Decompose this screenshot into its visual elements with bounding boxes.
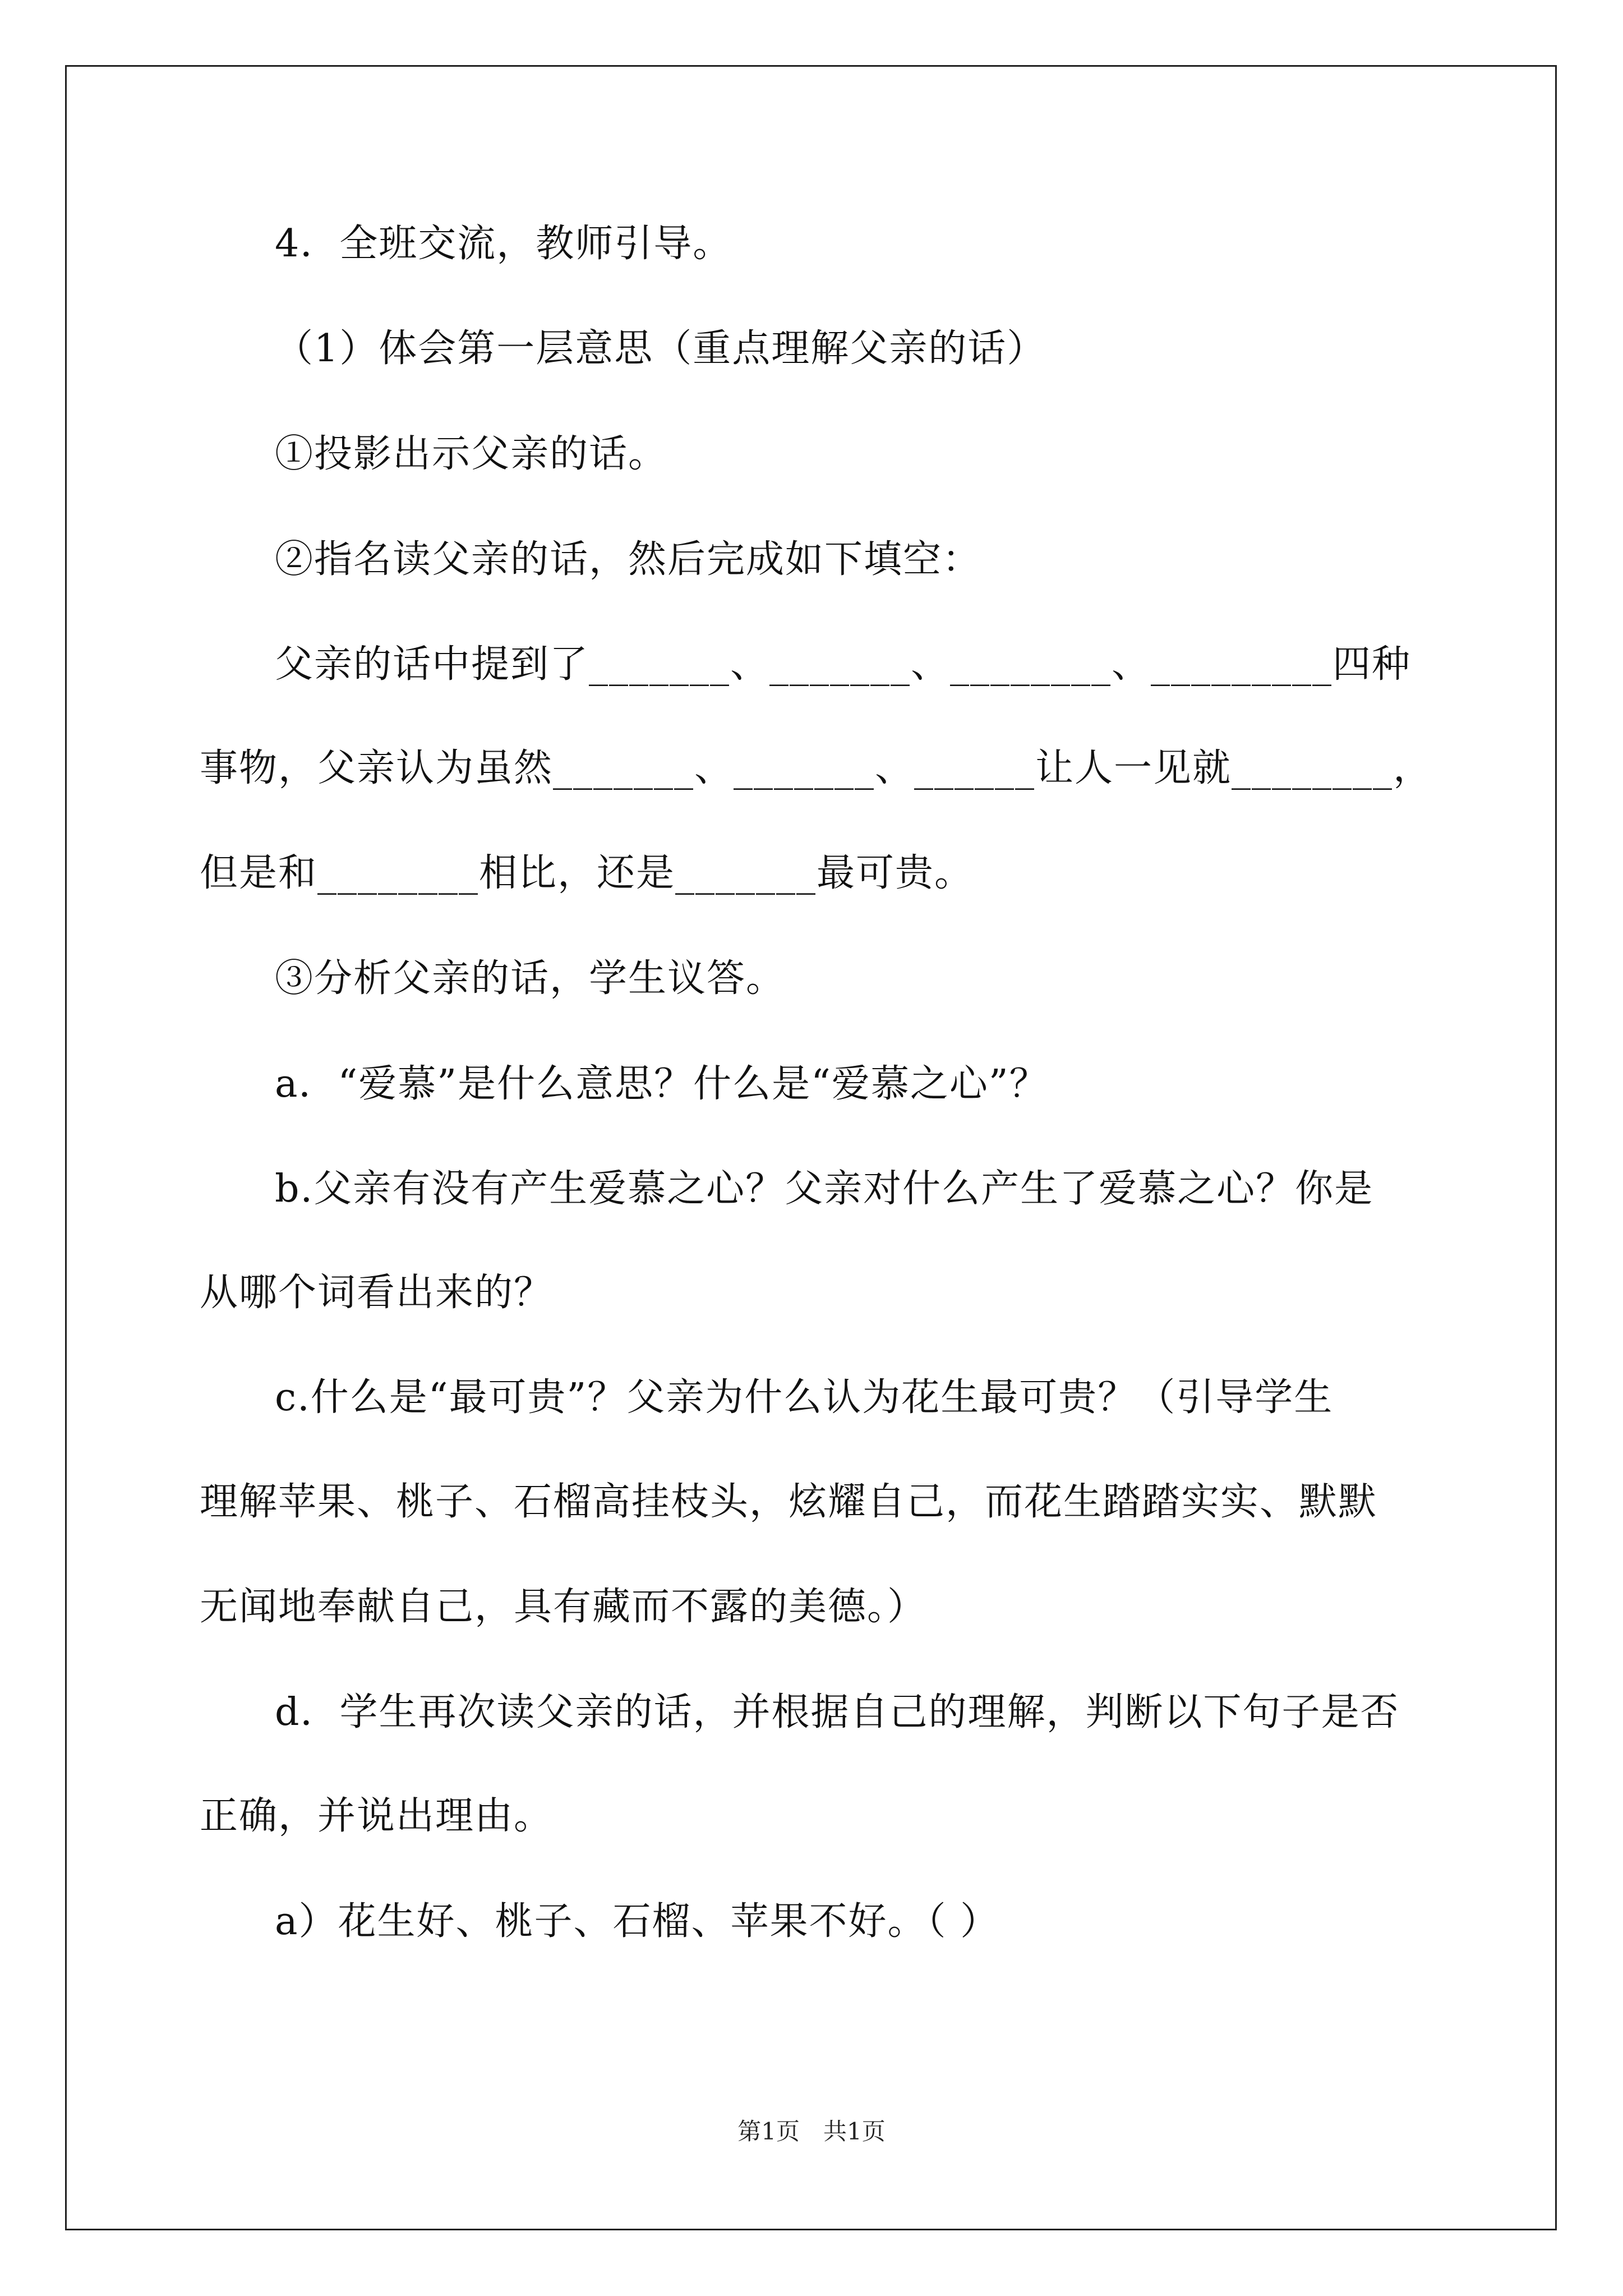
- text-line: b.父亲有没有产生爱慕之心？父亲对什么产生了爱慕之心？你是: [275, 1167, 1374, 1211]
- text-line: 事物，父亲认为虽然_______、_______、______让人一见就________，: [200, 746, 1433, 790]
- text-line: d．学生再次读父亲的话，并根据自己的理解，判断以下句子是否: [275, 1690, 1400, 1734]
- text-line: （1）体会第一层意思（重点理解父亲的话）: [275, 326, 1046, 371]
- text-line: 从哪个词看出来的？: [200, 1271, 554, 1315]
- text-line: ③分析父亲的话，学生议答。: [275, 956, 786, 1001]
- text-line: 但是和________相比，还是_______最可贵。: [200, 851, 974, 895]
- text-line: 无闻地奉献自己，具有藏而不露的美德。）: [200, 1585, 927, 1629]
- text-line: ②指名读父亲的话，然后完成如下填空：: [275, 537, 982, 582]
- text-line: 正确，并说出理由。: [200, 1794, 554, 1838]
- text-line: a．“爱慕”是什么意思？什么是“爱慕之心”？: [275, 1062, 1049, 1106]
- text-line: c.什么是“最可贵”？父亲为什么认为花生最可贵？（引导学生: [275, 1375, 1334, 1420]
- text-line: 4．全班交流，教师引导。: [275, 222, 732, 266]
- text-line: ①投影出示父亲的话。: [275, 432, 668, 476]
- text-line: 父亲的话中提到了_______、_______、________、_________四种: [275, 642, 1412, 687]
- text-line: 理解苹果、桃子、石榴高挂枝头，炫耀自己，而花生踏踏实实、默默: [200, 1480, 1378, 1524]
- page-number-footer: 第1页 共1页: [737, 2118, 886, 2145]
- text-line: a）花生好、桃子、石榴、苹果不好。（ ）: [275, 1899, 1000, 1944]
